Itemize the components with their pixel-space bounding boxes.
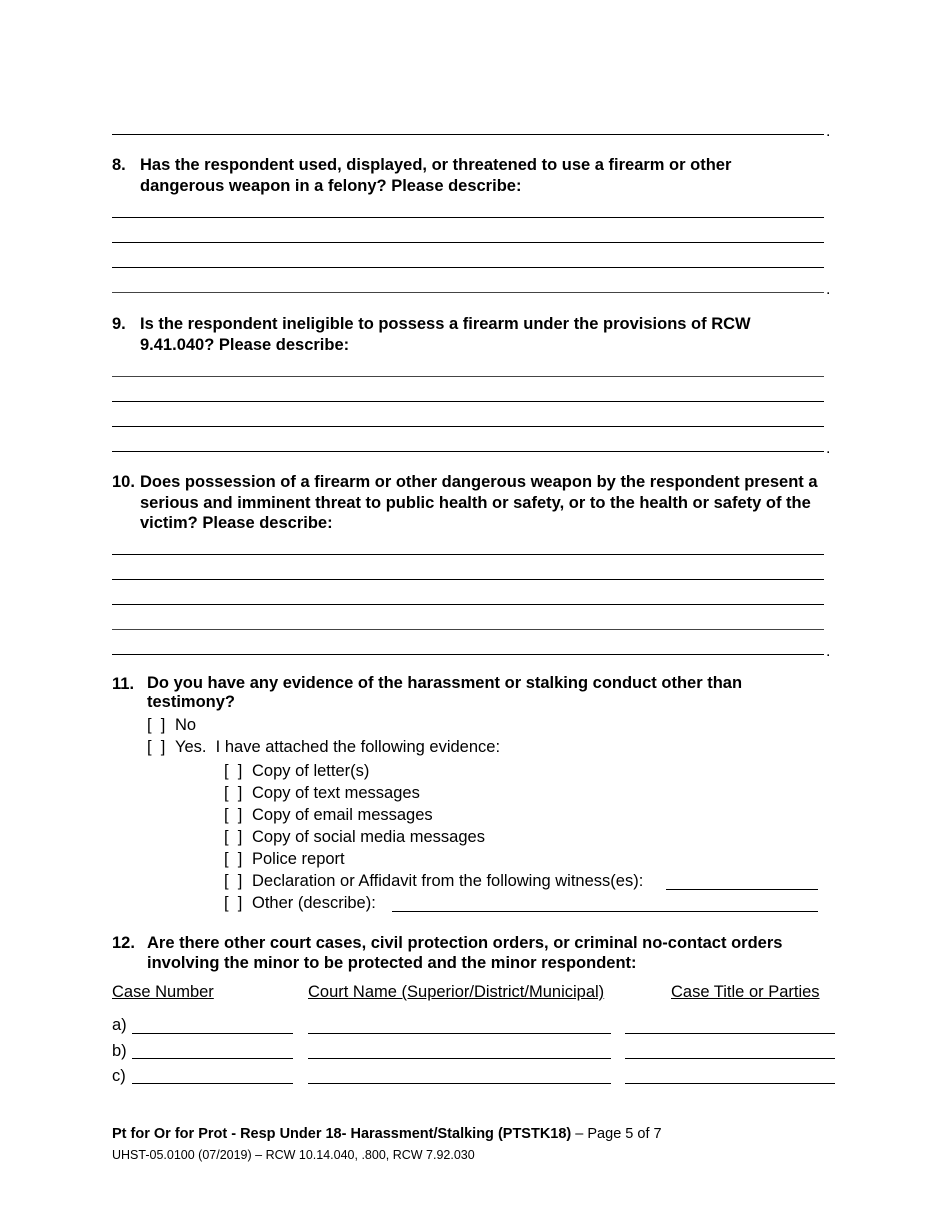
- question-text: Does possession of a firearm or other dangerous weapon by the respondent present a serious and imminent threat to public health or safety, or to the health or safety of the victim? Please describe:: [140, 473, 818, 532]
- evidence-social-media[interactable]: [224, 827, 485, 847]
- question-number: 11.: [112, 675, 135, 693]
- answer-line[interactable]: [112, 217, 824, 218]
- option-label: No: [175, 716, 197, 734]
- answer-line[interactable]: [112, 629, 824, 630]
- footer-title-line: [112, 1126, 662, 1142]
- answer-line[interactable]: [112, 267, 824, 268]
- evidence-label: Copy of social media messages: [252, 828, 485, 846]
- witness-input-line[interactable]: [666, 889, 818, 890]
- row-label-b: b): [112, 1042, 127, 1060]
- column-case-title: Case Title or Parties: [671, 983, 820, 1001]
- answer-line[interactable]: [112, 134, 824, 135]
- column-case-number: Case Number: [112, 983, 214, 1001]
- evidence-label: Copy of email messages: [252, 806, 433, 824]
- checkbox[interactable]: [ ]: [147, 738, 166, 756]
- row-label-a: a): [112, 1016, 127, 1034]
- evidence-declaration[interactable]: [224, 871, 643, 891]
- evidence-label: Copy of text messages: [252, 784, 420, 802]
- court-name-input[interactable]: [308, 1058, 611, 1059]
- case-title-input[interactable]: [625, 1033, 835, 1034]
- answer-line[interactable]: [112, 242, 824, 243]
- court-name-input[interactable]: [308, 1083, 611, 1084]
- evidence-police-report[interactable]: [224, 849, 345, 869]
- answer-line[interactable]: [112, 292, 824, 293]
- checkbox[interactable]: [ ]: [224, 872, 243, 890]
- checkbox[interactable]: [ ]: [224, 850, 243, 868]
- option-label: Yes. I have attached the following evidence:: [175, 738, 501, 756]
- question-text: Is the respondent ineligible to possess a firearm under the provisions of RCW 9.41.040? Please describe:: [140, 315, 751, 354]
- answer-line[interactable]: [112, 376, 824, 377]
- case-title-input[interactable]: [625, 1058, 835, 1059]
- answer-line[interactable]: [112, 554, 824, 555]
- checkbox[interactable]: [ ]: [224, 806, 243, 824]
- answer-line[interactable]: [112, 654, 824, 655]
- line-end-period: .: [826, 440, 831, 457]
- answer-line[interactable]: [112, 451, 824, 452]
- checkbox[interactable]: [ ]: [224, 762, 243, 780]
- question-number: 8.: [112, 156, 126, 174]
- question-text: Do you have any evidence of the harassment or stalking conduct other than testimony?: [147, 674, 743, 711]
- case-number-input[interactable]: [132, 1033, 293, 1034]
- checkbox[interactable]: [ ]: [147, 716, 166, 734]
- evidence-other[interactable]: [224, 893, 376, 913]
- line-end-period: .: [826, 281, 831, 298]
- evidence-text-messages[interactable]: [224, 783, 420, 803]
- answer-line[interactable]: [112, 401, 824, 402]
- court-name-input[interactable]: [308, 1033, 611, 1034]
- checkbox[interactable]: [ ]: [224, 784, 243, 802]
- checkbox[interactable]: [ ]: [224, 828, 243, 846]
- question-number: 9.: [112, 315, 126, 333]
- line-end-period: .: [826, 643, 831, 660]
- form-title: Pt for Or for Prot - Resp Under 18- Harassment/Stalking (PTSTK18): [112, 1126, 572, 1142]
- option-yes[interactable]: [147, 737, 500, 757]
- question-number: 12.: [112, 934, 135, 952]
- checkbox[interactable]: [ ]: [224, 894, 243, 912]
- evidence-letters[interactable]: [224, 761, 369, 781]
- answer-line[interactable]: [112, 426, 824, 427]
- evidence-label: Copy of letter(s): [252, 762, 370, 780]
- case-number-input[interactable]: [132, 1083, 293, 1084]
- row-label-c: c): [112, 1067, 126, 1085]
- option-no[interactable]: [147, 715, 196, 735]
- line-end-period: .: [826, 123, 831, 140]
- question-number: 10.: [112, 473, 135, 491]
- form-code: UHST-05.0100 (07/2019) – RCW 10.14.040, .800, RCW 7.92.030: [112, 1148, 475, 1162]
- evidence-label: Other (describe):: [252, 894, 376, 912]
- page-number: – Page 5 of 7: [575, 1126, 662, 1142]
- case-number-input[interactable]: [132, 1058, 293, 1059]
- column-court-name: Court Name (Superior/District/Municipal): [308, 983, 605, 1001]
- evidence-label: Declaration or Affidavit from the following witness(es):: [252, 872, 644, 890]
- question-text: Has the respondent used, displayed, or threatened to use a firearm or other dangerous weapon in a felony? Please describe:: [140, 156, 732, 195]
- other-input-line[interactable]: [392, 911, 818, 912]
- evidence-label: Police report: [252, 850, 345, 868]
- answer-line[interactable]: [112, 604, 824, 605]
- answer-line[interactable]: [112, 579, 824, 580]
- question-text: Are there other court cases, civil protection orders, or criminal no-contact orders involving the minor to be protected and the minor respondent:: [147, 934, 783, 972]
- case-title-input[interactable]: [625, 1083, 835, 1084]
- evidence-email-messages[interactable]: [224, 805, 433, 825]
